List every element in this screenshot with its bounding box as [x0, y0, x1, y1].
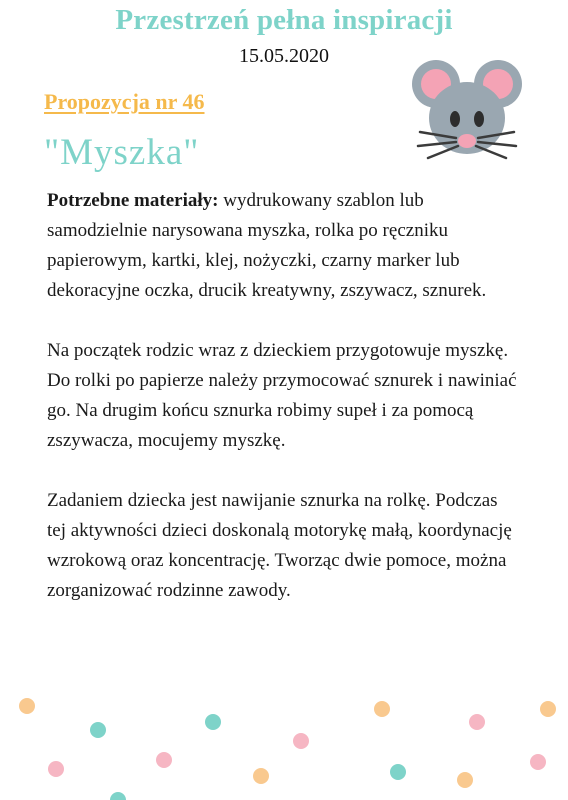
dot — [19, 698, 35, 714]
dot — [156, 752, 172, 768]
dot — [469, 714, 485, 730]
mouse-right-eye — [474, 111, 484, 127]
header-date: 15.05.2020 — [239, 45, 329, 67]
mouse-left-eye — [450, 111, 460, 127]
paragraph-preparation: Na początek rodzic wraz z dzieckiem przygotowuje myszkę. Do rolki po papierze należy przymocować sznurek i nawiniać go. Na drugim końcu sznurka robimy supeł i za pomocą zszywacza, mocujemy myszkę. — [47, 340, 517, 451]
decorative-dots — [0, 680, 568, 800]
dot — [90, 722, 106, 738]
paragraph-task: Zadaniem dziecka jest nawijanie sznurka na rolkę. Podczas tej aktywności dzieci doskonalą motorykę małą, koordynację wzrokową oraz koncentrację. Tworząc dwie pomoce, można zorganizować rodzinne zawody. — [47, 490, 512, 601]
dot — [390, 764, 406, 780]
materials-text: wydrukowany szablon lub samodzielnie narysowana myszka, rolka po ręczniku papierowym, kartki, klej, nożyczki, czarny marker lub dekoracyjne oczka, drucik kreatywny, zszywacz, sznurek. — [47, 190, 487, 301]
dot — [540, 701, 556, 717]
dot — [48, 761, 64, 777]
dot — [110, 792, 126, 800]
proposal-number: Propozycja nr 46 — [44, 89, 205, 114]
header-title: Przestrzeń pełna inspiracji — [115, 4, 453, 36]
materials-label: Potrzebne materiały: — [47, 190, 219, 211]
dot — [457, 772, 473, 788]
mouse-nose — [458, 134, 476, 148]
dot — [374, 701, 390, 717]
materials-paragraph — [47, 186, 517, 306]
dot — [293, 733, 309, 749]
activity-title: "Myszka" — [44, 132, 200, 173]
mouse-illustration — [408, 56, 526, 164]
dot — [530, 754, 546, 770]
instructions — [47, 186, 517, 636]
dot — [253, 768, 269, 784]
dot — [205, 714, 221, 730]
